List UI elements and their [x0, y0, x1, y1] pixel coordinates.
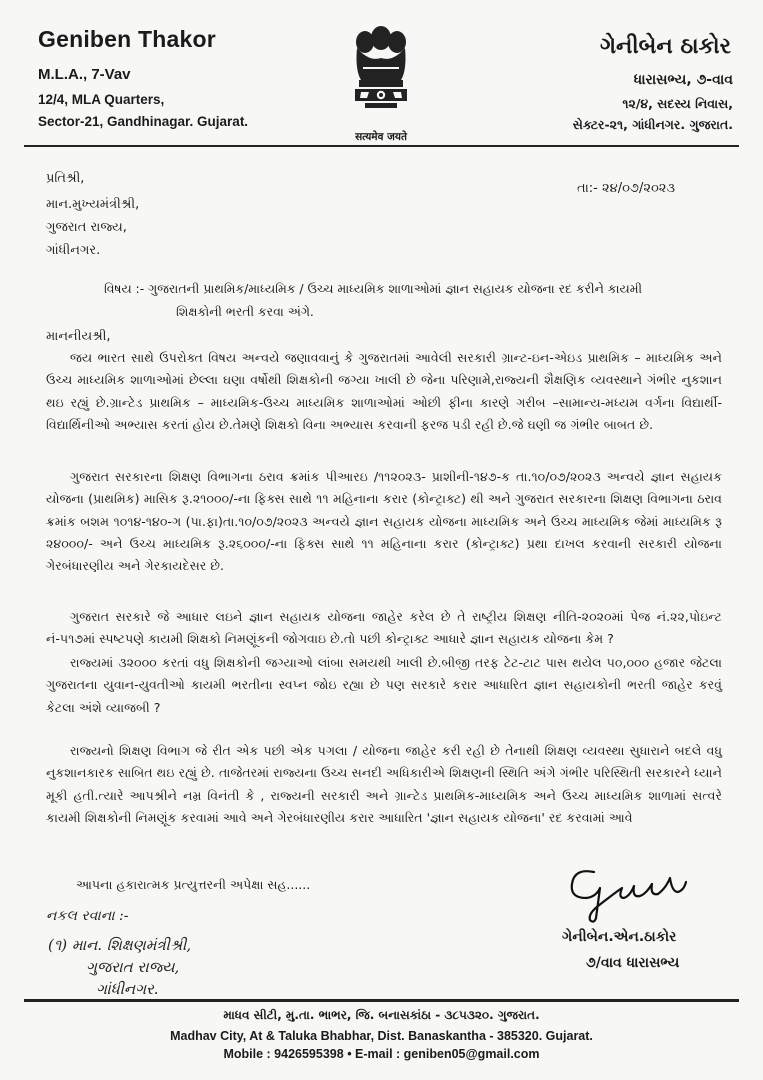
- recipient-line-1: માન.મુખ્યમંત્રીશ્રી,: [46, 197, 140, 212]
- letter-date: તા:- ૨૪/૦૭/૨૦૨૩: [577, 181, 676, 196]
- copy-to-line-2: ગુજરાત રાજ્ય,: [86, 958, 180, 976]
- lion-capital-icon: [343, 22, 419, 126]
- sender-address-line-1-gujarati: ૧૨/૪, સદસ્ય નિવાસ,: [622, 96, 733, 111]
- sender-name-english: Geniben Thakor: [38, 26, 216, 52]
- sender-address-line-2-english: Sector-21, Gandhinagar. Gujarat.: [38, 114, 249, 129]
- footer-contact: [0, 1047, 763, 1061]
- body-paragraph-1: જય ભારત સાથે ઉપરોક્ત વિષય અન્વયે જણાવવાનું કે ગુજરાતમાં આવેલી સરકારી ગ્રાન્ટ-ઇન-એઇડ પ્રાથમિક – માધ્યમિક અને ઉચ્ચ માધ્યમિક શાળાઓમાં છેલ્લા ઘણા વર્ષોથી શિક્ષકોની જગ્યા ખાલી છે જેના પરિણામે,રાજ્યની શૈક્ષણિક વ્યવસ્થાને ગંભીર નુકશાન થઇ રહ્યું છે.ગ્રાન્ટેડ પ્રાથમિક – માધ્યમિક-ઉચ્ચ માધ્યમિક શાળાઓમાં ઓછી ફીના કારણે ગરીબ –સામાન્ય-મધ્યમ વર્ગના વિદ્યાર્થી-વિદ્યાર્થિનીઓ અભ્યાસ કરતાં હોય છે.તેમણે શિક્ષકો વિના અભ્યાસ કરવાની ફરજ પડી રહી છે.જે ઘણી જ ગંભીર બાબત છે.: [46, 350, 722, 432]
- emblem-motto: सत्यमेव जयते: [355, 131, 407, 143]
- signature-text: [710, 862, 711, 863]
- salutation: માનનીયશ્રી,: [46, 329, 111, 344]
- sender-address-line-2-gujarati: સેક્ટર-૨૧, ગાંધીનગર. ગુજરાત.: [572, 117, 733, 132]
- signatory-name: ગેનીબેન.એન.ઠાકોર: [562, 929, 677, 945]
- to-label: પ્રતિશ્રી,: [46, 171, 85, 186]
- footer-address-gujarati: માધવ સીટી, મુ.તા. ભાભર, જિ. બનાસકાંઠા - ૩૮૫૩૨૦. ગુજરાત.: [223, 1008, 540, 1022]
- signature-scribble-icon: [560, 862, 710, 926]
- sender-address-line-1-english: 12/4, MLA Quarters,: [38, 92, 165, 107]
- copy-to-line-1: (૧) માન. શિક્ષણમંત્રીશ્રી,: [48, 936, 192, 954]
- body-paragraph-3: ગુજરાત સરકારે જે આધાર લઇને જ્ઞાન સહાયક યોજના જાહેર કરેલ છે તે રાષ્ટ્રીય શિક્ષણ નીતિ-૨૦૨૦માં પેજ નં.૨૨,પોઇન્ટ નં-૫૧૭માં સ્પષ્ટપણે કાયમી શિક્ષકો નિમણૂંકની જોગવાઇ છે.તો પછી કોન્ટ્રાક્ટ આધારે જ્ઞાન સહાયક યોજના કેમ ?: [46, 609, 722, 647]
- sender-designation-gujarati: ધારાસભ્ય, ૭-વાવ: [633, 72, 733, 88]
- recipient-line-2: ગુજરાત રાજ્ય,: [46, 220, 127, 235]
- signature: [560, 862, 710, 926]
- body-paragraph-5: રાજ્યનો શિક્ષણ વિભાગ જે રીત એક પછી એક પગલા / યોજના જાહેર કરી રહી છે તેનાથી શિક્ષણ વ્યવસ્થા સુધારાને બદલે વધુ નુકશાનકારક સાબિત થઇ રહ્યું છે. તાજેતરમાં રાજ્યના ઉચ્ચ સનદી અધિકારીએ શિક્ષણની સ્થિતિ અંગે ગંભીર પરિસ્થિતી સરકારને ધ્યાને મૂકી હતી.ત્યારે આપશ્રીને નમ્ર વિનંતી કે , રાજ્યની સરકારી અને ગ્રાન્ટેડ પ્રાથમિક-માધ્યમિક અને ઉચ્ચ માધ્યમિક શાળામાં સત્વરે કાયમી શિક્ષકોની નિમણૂંક કરવામાં આવે અને ગેરબંધારણીય કરાર આધારિત 'જ્ઞાન સહાયક યોજના' રદ કરવામાં આવે: [46, 743, 722, 825]
- subject-line-2: શિક્ષકોની ભરતી કરવા અંગે.: [176, 304, 314, 319]
- mobile-number: 9426595398: [274, 1047, 344, 1061]
- mobile-label: Mobile :: [223, 1047, 271, 1061]
- header-divider: [24, 145, 739, 147]
- email-address: geniben05@gmail.com: [403, 1047, 540, 1061]
- footer-divider: [24, 999, 739, 1002]
- copy-to-line-3: ગાંધીનગર.: [96, 980, 159, 998]
- body-paragraph-4: રાજ્યમાં ૩૨૦૦૦ કરતાં વધુ શિક્ષકોની જગ્યાઓ લાંબા સમયથી ખાલી છે.બીજી તરફ ટેટ-ટાટ પાસ થયેલ ૫૦,૦૦૦ હજાર જેટલા ગુજરાતના યુવાન-યુવતીઓ કાયમી ભરતીના સ્વપ્ન જોઇ રહ્યા છે પણ સરકારે કરાર આધારિત જ્ઞાન સહાયકોની ભરતી જાહેર કરવું કેટલા અંશે વ્યાજબી ?: [46, 655, 722, 715]
- body-paragraph-2: ગુજરાત સરકારના શિક્ષણ વિભાગના ઠરાવ ક્રમાંક પીઆરઇ /૧૧૨૦૨૩- પ્રાશીની-૧૪૭-ક તા.૧૦/૦૭/૨૦૨૩ અન્વયે જ્ઞાન સહાયક યોજના (પ્રાથમિક) માસિક રૂ.૨૧૦૦૦/-ના ફિક્સ સાથે ૧૧ મહિનાના કરાર (કોન્ટ્રાક્ટ) થી અને ગુજરાત સરકારના શિક્ષણ વિભાગના ઠરાવ ક્રમાંક બશમ ૧૦૧૪-૧૪૦-ગ (પા.ફા)તા.૧૦/૦૭/૨૦૨૩ અન્વયે જ્ઞાન સહાયક યોજના માધ્યમિક અને ઉચ્ચ માધ્યમિક જેમાં માધ્યમિક રૂ ૨૪૦૦૦/- અને ઉચ્ચ માધ્યમિક રૂ.૨૬૦૦૦/-ના ફિક્સ સાથે ૧૧ મહિનાના કરાર (કોન્ટ્રાક્ટ) પ્રથા દાખલ કરવાની સરકારી યોજના ગેરબંધારણીય અને ગેરકાયદેસર છે.: [46, 469, 722, 574]
- national-emblem: [343, 22, 419, 144]
- recipient-line-3: ગાંધીનગર.: [46, 243, 101, 258]
- signatory-designation: ૭/વાવ ધારાસભ્ય: [586, 955, 680, 971]
- sender-name-gujarati: ગેનીબેન ઠાકોર: [599, 34, 731, 59]
- sender-designation-english: M.L.A., 7-Vav: [38, 66, 131, 83]
- copy-to-label: નકલ રવાના :-: [46, 908, 129, 924]
- closing-line: આપના હકારાત્મક પ્રત્યુત્તરની અપેક્ષા સહ......: [76, 877, 311, 892]
- email-label: • E-mail :: [347, 1047, 401, 1061]
- footer-address-english: Madhav City, At & Taluka Bhabhar, Dist. Banaskantha - 385320. Gujarat.: [170, 1029, 593, 1043]
- subject-line-1: વિષય :- ગુજરાતની પ્રાથમિક/માધ્યમિક / ઉચ્ચ માધ્યમિક શાળાઓમાં જ્ઞાન સહાયક યોજના રદ કરીને કાયમી: [104, 281, 642, 296]
